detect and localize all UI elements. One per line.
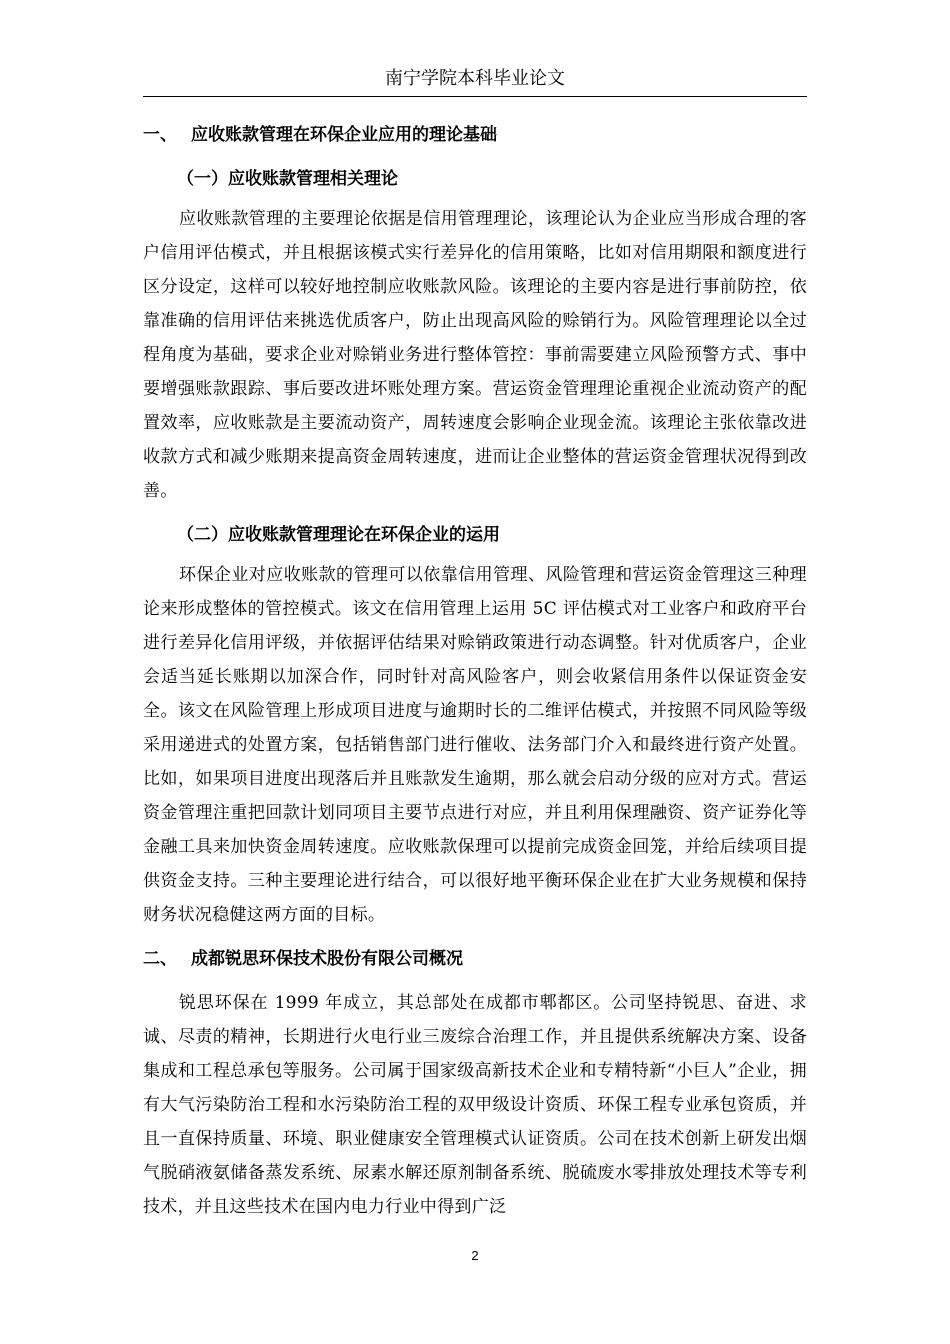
page-number: 2 (471, 1248, 479, 1263)
section-number: 一、 (143, 125, 177, 145)
section-title: 成都锐思环保技术股份有限公司概况 (191, 949, 463, 969)
paragraph: 应收账款管理的主要理论依据是信用管理理论，该理论认为企业应当形成合理的客户信用评估模式，并且根据该模式实行差异化的信用策略，比如对信用期限和额度进行区分设定，这样可以较好地控制应收账款风险。该理论的主要内容是进行事前防控，依靠准确的信用评估来挑选优质客户，防止出现高风险的赊销行为。风险管理理论以全过程角度为基础，要求企业对赊销业务进行整体管控：事前需要建立风险预警方式、事中要增强账款跟踪、事后要改进坏账处理方案。营运资金管理理论重视企业流动资产的配置效率，应收账款是主要流动资产，周转速度会影响企业现金流。该理论主张依靠改进收款方式和减少账期来提高资金周转速度，进而让企业整体的营运资金管理状况得到改善。 (143, 209, 807, 501)
section-heading-2 (143, 942, 807, 976)
section-title: 应收账款管理在环保企业应用的理论基础 (191, 125, 497, 145)
paragraph: 锐思环保在 1999 年成立，其总部处在成都市郫都区。公司坚持锐思、奋进、求诚、尽责的精神，长期进行火电行业三废综合治理工作，并且提供系统解决方案、设备集成和工程总承包等服务。公司属于国家级高新技术企业和专精特新“小巨人”企业，拥有大气污染防治工程和水污染防治工程的双甲级设计资质、环保工程专业承包资质，并且一直保持质量、环境、职业健康安全管理模式认证资质。公司在技术创新上研发出烟气脱硝液氨储备蒸发系统、尿素水解还原剂制备系统、脱硫废水零排放处理技术等专利技术，并且这些技术在国内电力行业中得到广泛 (143, 993, 807, 1217)
running-header: 南宁学院本科毕业论文 (385, 68, 565, 89)
paragraph: 环保企业对应收账款的管理可以依靠信用管理、风险管理和营运资金管理这三种理论来形成整体的管控模式。该文在信用管理上运用 5C 评估模式对工业客户和政府平台进行差异化信用评级，并依据评估结果对赊销政策进行动态调整。针对优质客户，企业会适当延长账期以加深合作，同时针对高风险客户，则会收紧信用条件以保证资金安全。该文在风险管理上形成项目进度与逾期时长的二维评估模式，并按照不同风险等级采用递进式的处置方案，包括销售部门进行催收、法务部门介入和最终进行资产处置。比如，如果项目进度出现落后并且账款发生逾期，那么就会启动分级的应对方式。营运资金管理注重把回款计划同项目主要节点进行对应，并且利用保理融资、资产证券化等金融工具来加快资金周转速度。应收账款保理可以提前完成资金回笼，并给后续项目提供资金支持。三种主要理论进行结合，可以很好地平衡环保企业在扩大业务规模和保持财务状况稳健这两方面的目标。 (143, 565, 807, 925)
section-heading-1 (143, 118, 807, 152)
section-number: 二、 (143, 949, 177, 969)
header-rule (143, 96, 807, 97)
subsection-heading-1-2: （二）应收账款管理理论在环保企业的运用 (177, 525, 500, 545)
subsection-heading-1-1: （一）应收账款管理相关理论 (177, 169, 398, 189)
body-text (143, 118, 807, 1234)
